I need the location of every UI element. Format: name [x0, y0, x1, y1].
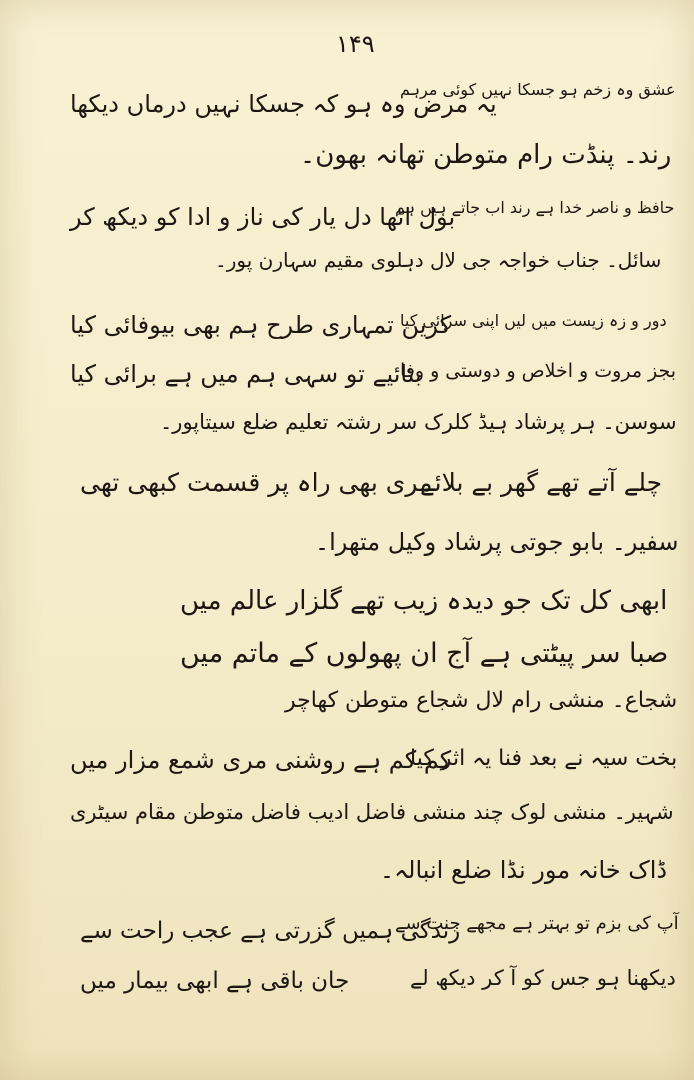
verse-l3-right: حافظ و ناصر خدا ہے رند اب جاتے ہیں ہم: [395, 198, 675, 217]
verse-l5-left: کریں تمہاری طرح ہم بھی بیوفائی کیا: [70, 311, 452, 339]
verse-l6-left: بتائیے تو سہی ہم میں ہے برائی کیا: [70, 360, 422, 388]
verse-l1-right: عشق وہ زخم ہو جسکا نہیں کوئی مرہم: [400, 80, 676, 99]
verse-l11-center: صبا سر پیٹتی ہے آج ان پھولوں کے ماتم میں: [180, 638, 669, 669]
verse-l6-right: بجز مروت و اخلاص و دوستی و وفا: [400, 360, 677, 382]
poet-heading-safir: سفیر۔ بابو جوتی پرشاد وکیل متھرا۔: [315, 528, 679, 556]
verse-l13-right: بخت سیہ نے بعد فنا یہ اثر کیا: [410, 746, 678, 771]
verse-l13-left: کم کم ہے روشنی مری شمع مزار میں: [70, 746, 452, 774]
poet-heading-sail: سائل۔ جناب خواجہ جی لال دہلوی مقیم سہارن پور۔: [215, 248, 662, 272]
verse-l17-right: دیکھنا ہو جس کو آ کر دیکھ لے: [410, 966, 676, 990]
poet-heading-shuja: شجاع۔ منشی رام لال شجاع متوطن کھاچر: [285, 688, 678, 713]
verse-l17-left: جان باقی ہے ابھی بیمار میں: [80, 968, 350, 994]
verse-l8-left: مری بھی راہ پر قسمت کبھی تھی: [80, 468, 433, 497]
verse-l3-left: بول اٹھا دل یار کی ناز و ادا کو دیکھ کر: [70, 203, 456, 231]
verse-l8-right: چلے آتے تھے گھر بے بلائے: [420, 468, 663, 497]
verse-l1-left: یہ مرض وہ ہو کہ جسکا نہیں درماں دیکھا: [70, 90, 497, 118]
verse-l16-left: زندگی ہمیں گزرتی ہے عجب راحت سے: [80, 918, 461, 944]
poet-heading-shaheer: شہیر۔ منشی لوک چند منشی فاضل ادیب فاضل متوطن مقام سیٹری: [70, 800, 674, 824]
poet-heading-sosan: سوسن۔ ہر پرشاد ہیڈ کلرک سر رشتہ تعلیم ضلع سیتاپور۔: [160, 410, 677, 434]
poet-heading-rind: رند۔ پنڈت رام متوطن تھانہ بھون۔: [300, 140, 672, 170]
poet-address: ڈاک خانہ مور نڈا ضلع انبالہ۔: [380, 856, 668, 884]
page-number: ۱۴۹: [336, 30, 375, 58]
verse-l16-right: آپ کی بزم تو بہتر ہے مجھے جنت سے: [395, 913, 679, 934]
verse-l5-right: دور و زہ زیست میں لیں اپنی سرائی کیا: [400, 311, 667, 330]
verse-l10-center: ابھی کل تک جو دیدہ زیب تھے گلزار عالم میں: [180, 586, 668, 616]
